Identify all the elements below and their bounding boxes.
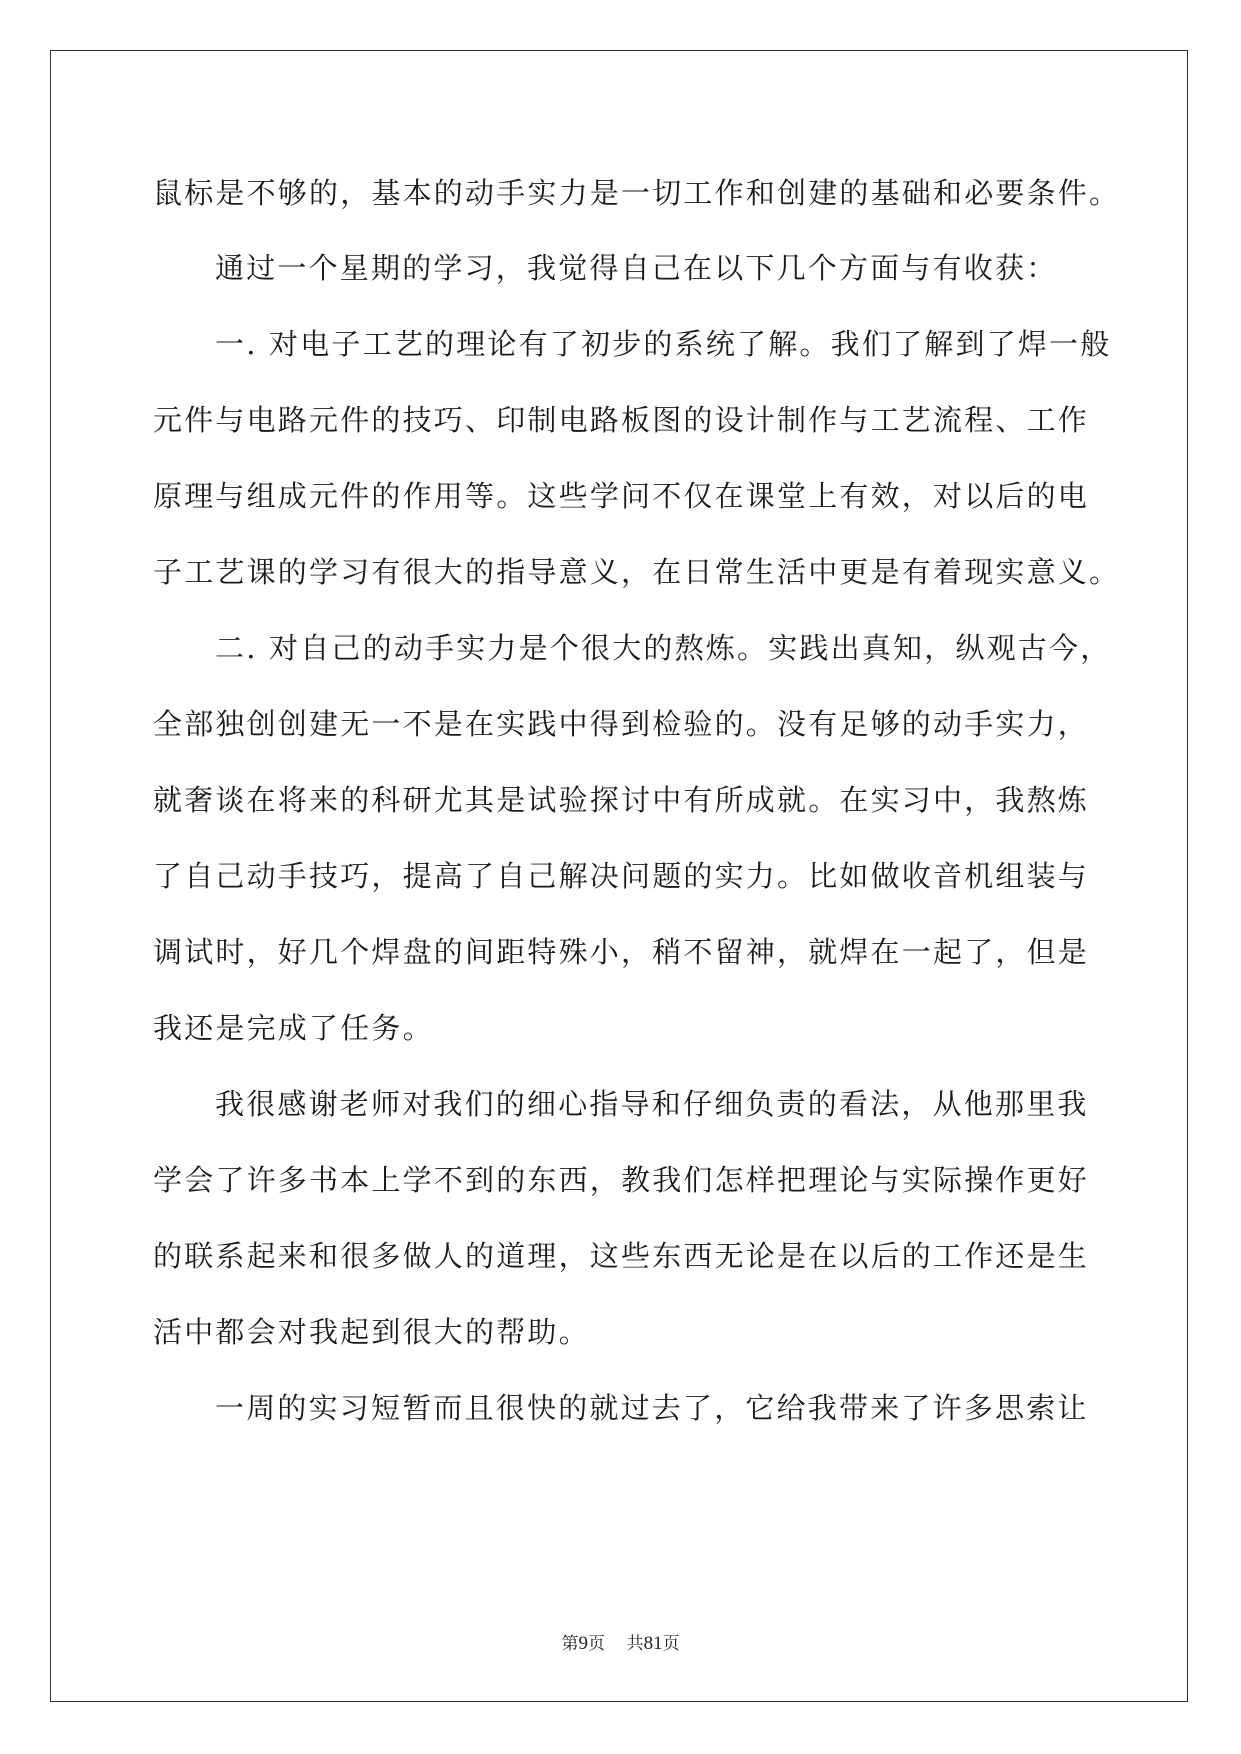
page-number: 9 bbox=[578, 1633, 588, 1654]
page-footer bbox=[0, 1632, 1241, 1656]
text-line: 子工艺课的学习有很大的指导意义，在日常生活中更是有着现实意义。 bbox=[153, 555, 1121, 589]
paragraph-first-line: 我很感谢老师对我们的细心指导和仔细负责的看法，从他那里我 bbox=[215, 1087, 1089, 1121]
text-line: 全部独创创建无一不是在实践中得到检验的。没有足够的动手实力， bbox=[153, 707, 1090, 741]
total-pages: 81 bbox=[643, 1633, 663, 1654]
text-line: 原理与组成元件的作用等。这些学问不仅在课堂上有效，对以后的电 bbox=[153, 479, 1090, 513]
total-prefix: 共 bbox=[626, 1634, 644, 1654]
text-line: 的联系起来和很多做人的道理，这些东西无论是在以后的工作还是生 bbox=[153, 1239, 1090, 1273]
page-prefix: 第 bbox=[561, 1634, 579, 1654]
text-line: 调试时，好几个焊盘的间距特殊小，稍不留神，就焊在一起了，但是 bbox=[153, 935, 1090, 969]
text-line: 学会了许多书本上学不到的东西，教我们怎样把理论与实际操作更好 bbox=[153, 1163, 1090, 1197]
text-line: 活中都会对我起到很大的帮助。 bbox=[153, 1315, 590, 1349]
text-line: 了自己动手技巧，提高了自己解决问题的实力。比如做收音机组装与 bbox=[153, 859, 1090, 893]
paragraph-first-line: 一周的实习短暂而且很快的就过去了，它给我带来了许多思索让 bbox=[215, 1391, 1089, 1425]
paragraph-first-line: 二. 对自己的动手实力是个很大的熬炼。实践出真知，纵观古今， bbox=[215, 631, 1112, 665]
text-line: 就奢谈在将来的科研尤其是试验探讨中有所成就。在实习中，我熬炼 bbox=[153, 783, 1090, 817]
paragraph-first-line: 通过一个星期的学习，我觉得自己在以下几个方面与有收获： bbox=[215, 251, 1058, 285]
total-suffix: 页 bbox=[662, 1634, 680, 1654]
text-line: 鼠标是不够的，基本的动手实力是一切工作和创建的基础和必要条件。 bbox=[153, 176, 1121, 210]
text-line: 我还是完成了任务。 bbox=[153, 1011, 434, 1045]
page-suffix: 页 bbox=[587, 1634, 605, 1654]
text-line: 元件与电路元件的技巧、印制电路板图的设计制作与工艺流程、工作 bbox=[153, 403, 1090, 437]
paragraph-first-line: 一. 对电子工艺的理论有了初步的系统了解。我们了解到了焊一般 bbox=[215, 327, 1112, 361]
